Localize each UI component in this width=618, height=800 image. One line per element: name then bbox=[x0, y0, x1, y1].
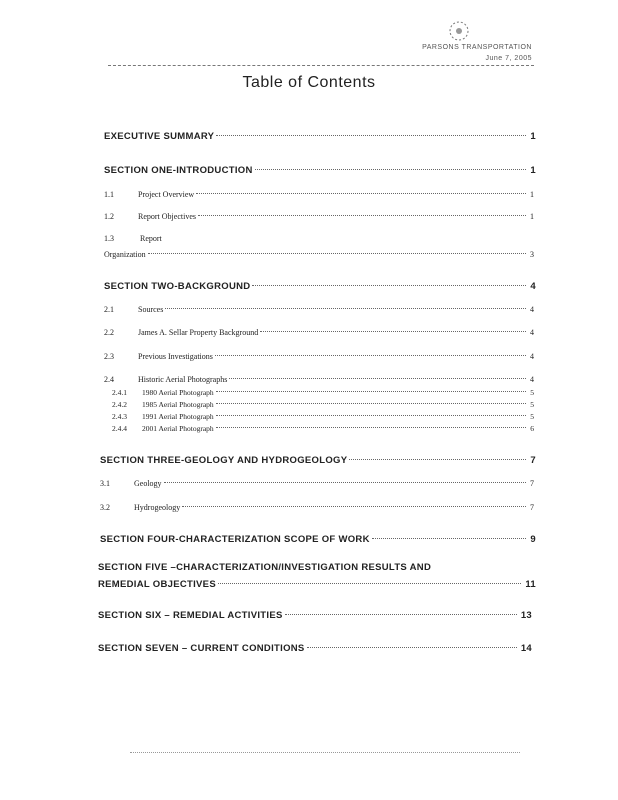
footer-rule bbox=[130, 752, 520, 753]
toc-number: 2.2 bbox=[104, 328, 114, 337]
toc-entry-1-1[interactable] bbox=[104, 188, 534, 199]
toc-page-number: 7 bbox=[530, 454, 536, 466]
toc-label: EXECUTIVE SUMMARY bbox=[104, 130, 215, 142]
toc-label: Previous Investigations bbox=[138, 352, 213, 361]
toc-label: Organization bbox=[104, 250, 146, 259]
toc-leader bbox=[216, 395, 527, 404]
toc-leader bbox=[252, 275, 526, 286]
toc-number: 1.3 bbox=[104, 234, 114, 243]
page-title: Table of Contents bbox=[242, 74, 376, 91]
toc-number: 3.1 bbox=[100, 479, 110, 488]
toc-entry-executive-summary[interactable] bbox=[104, 128, 536, 142]
toc-label: Sources bbox=[138, 305, 164, 314]
toc-page-number: 7 bbox=[530, 503, 534, 512]
header-company: PARSONS TRANSPORTATION bbox=[422, 44, 532, 51]
toc-page-number: 7 bbox=[530, 479, 534, 488]
toc-label: SECTION FOUR-CHARACTERIZATION SCOPE OF WORK bbox=[100, 533, 370, 545]
toc-entry-section-seven[interactable] bbox=[98, 640, 532, 654]
toc-entry-3-1[interactable] bbox=[100, 477, 534, 488]
toc-entry-section-two[interactable] bbox=[104, 278, 536, 292]
header-rule bbox=[108, 65, 534, 66]
toc-entry-2-1[interactable] bbox=[104, 303, 534, 314]
toc-leader bbox=[255, 159, 527, 170]
toc-page-number: 4 bbox=[530, 375, 534, 384]
toc-page-number: 3 bbox=[530, 250, 534, 259]
toc-page-number: 5 bbox=[530, 411, 534, 421]
toc-leader bbox=[182, 498, 526, 507]
toc-page-number: 5 bbox=[530, 387, 534, 397]
toc-page-number: 1 bbox=[530, 190, 534, 199]
toc-entry-2-4-4[interactable] bbox=[112, 422, 534, 433]
toc-number: 1.2 bbox=[104, 212, 114, 221]
toc-leader bbox=[229, 370, 526, 379]
toc-label: SECTION FIVE –CHARACTERIZATION/INVESTIGATION RESULTS AND bbox=[98, 562, 432, 573]
toc-entry-1-3-line1 bbox=[104, 234, 162, 243]
toc-leader bbox=[349, 449, 526, 460]
toc-entry-2-3[interactable] bbox=[104, 350, 534, 361]
toc-label: James A. Sellar Property Background bbox=[138, 328, 259, 337]
toc-leader bbox=[216, 407, 527, 416]
toc-page-number: 4 bbox=[530, 280, 536, 292]
toc-leader bbox=[307, 637, 517, 648]
toc-leader bbox=[198, 207, 526, 216]
toc-entry-1-2[interactable] bbox=[104, 210, 534, 221]
toc-number: 3.2 bbox=[100, 503, 110, 512]
toc-number: 2.4 bbox=[104, 375, 114, 384]
toc-number: 2.4.2 bbox=[112, 399, 127, 409]
toc-label: SECTION SEVEN – CURRENT CONDITIONS bbox=[98, 642, 305, 654]
toc-leader bbox=[372, 528, 527, 539]
toc-page-number: 5 bbox=[530, 399, 534, 409]
toc-leader bbox=[215, 347, 526, 356]
toc-page-number: 9 bbox=[530, 533, 536, 545]
toc-leader bbox=[218, 573, 521, 584]
toc-page-number: 13 bbox=[520, 609, 532, 621]
toc-label: Historic Aerial Photographs bbox=[138, 375, 228, 384]
toc-page-number: 4 bbox=[530, 328, 534, 337]
toc-leader bbox=[285, 604, 517, 615]
toc-leader bbox=[165, 300, 526, 309]
toc-page-number: 1 bbox=[530, 164, 536, 176]
toc-page-number: 1 bbox=[530, 130, 536, 142]
toc-entry-section-one[interactable] bbox=[104, 162, 536, 176]
toc-label: 1991 Aerial Photograph bbox=[142, 411, 214, 421]
toc-number: 2.4.3 bbox=[112, 411, 127, 421]
toc-page-number: 6 bbox=[530, 423, 534, 433]
toc-leader bbox=[216, 419, 527, 428]
toc-entry-section-three[interactable] bbox=[100, 452, 536, 466]
toc-label: 1980 Aerial Photograph bbox=[142, 387, 214, 397]
toc-number: 2.4.1 bbox=[112, 387, 127, 397]
header-date: June 7, 2005 bbox=[485, 55, 532, 62]
toc-label: 1985 Aerial Photograph bbox=[142, 399, 214, 409]
toc-label: Project Overview bbox=[138, 190, 195, 199]
toc-leader bbox=[164, 474, 526, 483]
toc-label: Hydrogeology bbox=[134, 503, 181, 512]
toc-leader bbox=[196, 185, 526, 194]
toc-label: SECTION THREE-GEOLOGY AND HYDROGEOLOGY bbox=[100, 454, 348, 466]
toc-number: 1.1 bbox=[104, 190, 114, 199]
toc-page-number: 4 bbox=[530, 352, 534, 361]
toc-entry-3-2[interactable] bbox=[100, 501, 534, 512]
toc-label: SECTION TWO-BACKGROUND bbox=[104, 280, 251, 292]
toc-leader bbox=[216, 383, 527, 392]
toc-page-number: 1 bbox=[530, 212, 534, 221]
toc-label: Report bbox=[140, 234, 162, 243]
toc-page-number: 11 bbox=[525, 578, 536, 590]
toc-label: SECTION ONE-INTRODUCTION bbox=[104, 164, 253, 176]
toc-entry-section-five-line1 bbox=[98, 562, 538, 573]
toc-entry-section-five[interactable] bbox=[98, 576, 536, 590]
toc-label: Report Objectives bbox=[138, 212, 196, 221]
toc-label: Geology bbox=[134, 479, 162, 488]
toc-number: 2.1 bbox=[104, 305, 114, 314]
toc-leader bbox=[216, 125, 526, 136]
toc-number: 2.4.4 bbox=[112, 423, 127, 433]
company-logo-icon bbox=[446, 18, 472, 44]
toc-number: 2.3 bbox=[104, 352, 114, 361]
toc-entry-section-four[interactable] bbox=[100, 531, 536, 545]
toc-entry-2-2[interactable] bbox=[104, 326, 534, 337]
toc-entry-section-six[interactable] bbox=[98, 607, 532, 621]
toc-leader bbox=[148, 245, 526, 254]
toc-page-number: 4 bbox=[530, 305, 534, 314]
toc-label: 2001 Aerial Photograph bbox=[142, 423, 214, 433]
toc-page-number: 14 bbox=[520, 642, 532, 654]
toc-leader bbox=[260, 323, 526, 332]
toc-label: SECTION SIX – REMEDIAL ACTIVITIES bbox=[98, 609, 283, 621]
toc-label: REMEDIAL OBJECTIVES bbox=[98, 578, 216, 590]
toc-entry-1-3[interactable] bbox=[104, 248, 534, 259]
